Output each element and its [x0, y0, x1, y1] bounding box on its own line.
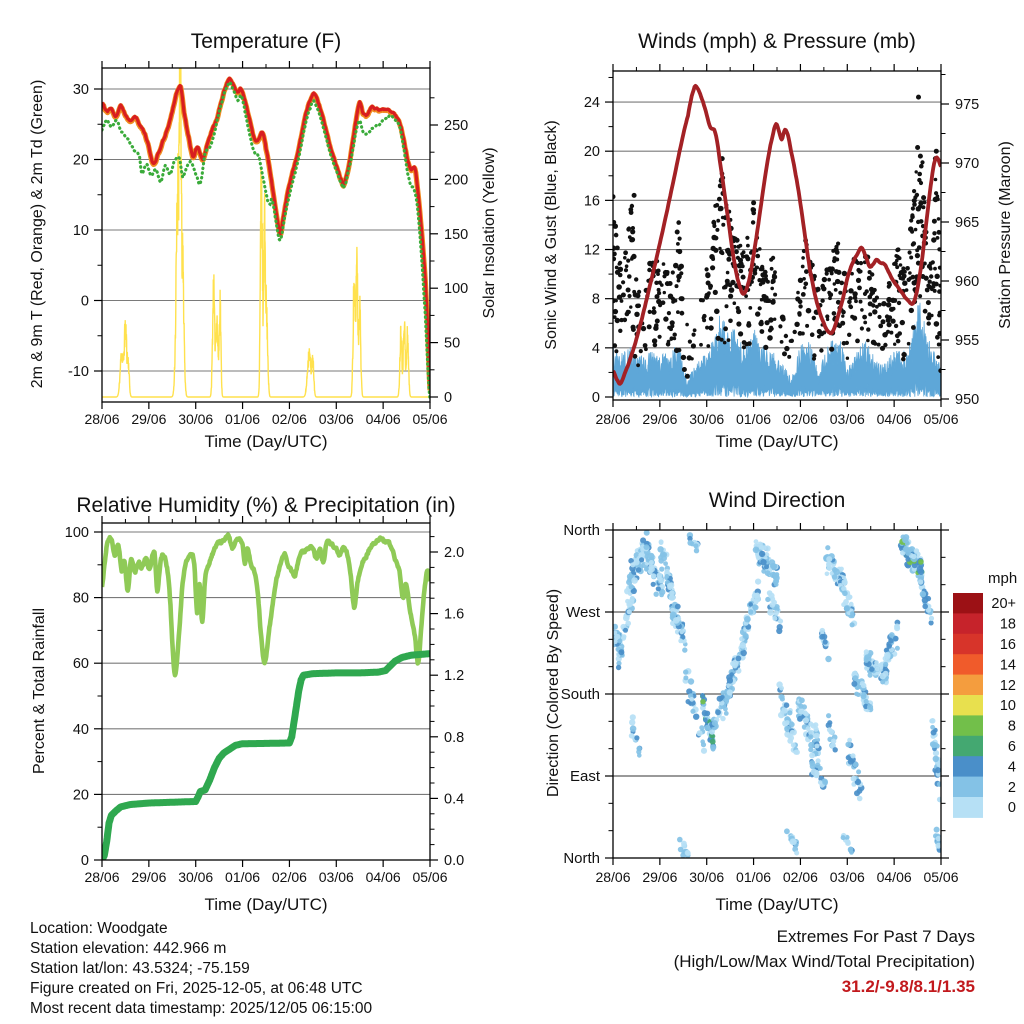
svg-text:16: 16	[583, 193, 600, 210]
figure-created-timestamp: Figure created on Fri, 2025-12-05, at 06:48 UTC	[30, 980, 363, 997]
svg-text:-10: -10	[68, 364, 89, 380]
svg-text:8: 8	[591, 291, 600, 308]
svg-text:04/06: 04/06	[876, 869, 912, 885]
svg-text:03/06: 03/06	[318, 411, 354, 427]
solar-insolation-series	[102, 0, 430, 397]
temperature-y-left-label: 2m & 9m T (Red, Orange) & 2m Td (Green)	[29, 79, 46, 389]
temperature-panel	[102, 0, 430, 399]
svg-text:10: 10	[72, 223, 89, 239]
svg-text:20: 20	[583, 144, 600, 161]
svg-text:North: North	[563, 850, 600, 867]
svg-text:1.6: 1.6	[444, 606, 465, 623]
svg-text:28/06: 28/06	[84, 411, 120, 427]
extremes-summary	[560, 924, 975, 999]
svg-text:04/06: 04/06	[365, 869, 401, 885]
svg-text:8: 8	[1007, 718, 1016, 735]
svg-text:0: 0	[591, 390, 600, 406]
colorbar-cell	[953, 715, 983, 736]
svg-text:01/06: 01/06	[225, 869, 261, 885]
x-tick-labels	[84, 411, 447, 427]
svg-text:01/06: 01/06	[736, 869, 772, 885]
svg-text:05/06: 05/06	[412, 869, 448, 885]
svg-text:05/06: 05/06	[923, 869, 959, 885]
svg-text:0: 0	[80, 293, 89, 310]
panel-title-winds: Winds (mph) & Pressure (mb)	[638, 30, 916, 53]
svg-text:6: 6	[1007, 739, 1016, 755]
svg-text:2: 2	[1007, 779, 1016, 796]
colorbar-cell	[953, 634, 983, 655]
svg-text:East: East	[569, 768, 600, 785]
station-info	[30, 919, 372, 1019]
humidity-y-left-label: Percent & Total Rainfall	[31, 608, 48, 775]
svg-text:03/06: 03/06	[829, 869, 865, 885]
svg-text:20: 20	[72, 152, 89, 169]
svg-text:12: 12	[999, 677, 1016, 694]
temperature-9m-series	[102, 79, 430, 390]
svg-text:04/06: 04/06	[365, 411, 401, 427]
svg-text:10: 10	[999, 698, 1016, 715]
svg-text:950: 950	[955, 392, 980, 408]
x-tick-labels	[595, 411, 958, 427]
svg-text:29/06: 29/06	[131, 869, 167, 885]
relative-humidity-series	[102, 535, 430, 676]
svg-text:100: 100	[444, 281, 469, 298]
svg-text:100: 100	[64, 525, 89, 541]
svg-text:24: 24	[583, 95, 600, 112]
svg-text:16: 16	[999, 637, 1016, 653]
temperature-x-label: Time (Day/UTC)	[204, 432, 328, 451]
svg-text:28/06: 28/06	[84, 869, 120, 885]
svg-text:West: West	[566, 604, 600, 621]
extremes-subtitle: (High/Low/Max Wind/Total Precipitation)	[673, 952, 975, 971]
svg-text:20: 20	[72, 787, 89, 804]
svg-text:04/06: 04/06	[876, 411, 912, 427]
svg-text:40: 40	[72, 721, 89, 738]
svg-text:20+: 20+	[991, 596, 1016, 613]
svg-text:14: 14	[999, 657, 1016, 674]
panel-title-wind-direction: Wind Direction	[708, 489, 846, 512]
svg-text:30: 30	[72, 82, 89, 98]
svg-text:0: 0	[80, 853, 89, 869]
svg-text:4: 4	[1007, 759, 1016, 776]
svg-text:01/06: 01/06	[736, 411, 772, 427]
winds-panel	[611, 86, 944, 397]
svg-text:18: 18	[999, 616, 1016, 633]
recent-data-timestamp: Most recent data timestamp: 2025/12/05 06:15:00	[30, 1000, 373, 1017]
svg-text:4: 4	[591, 340, 600, 357]
svg-text:970: 970	[955, 156, 980, 172]
svg-text:200: 200	[444, 172, 469, 189]
svg-text:02/06: 02/06	[782, 411, 818, 427]
svg-text:05/06: 05/06	[412, 411, 448, 427]
total-rainfall-series	[102, 654, 430, 860]
panel-title-humidity: Relative Humidity (%) & Precipitation (in)	[76, 494, 456, 517]
svg-text:28/06: 28/06	[595, 869, 631, 885]
temperature-y-right-label: Solar Insolation (Yellow)	[481, 147, 498, 319]
svg-text:30/06: 30/06	[178, 411, 214, 427]
svg-text:0: 0	[444, 390, 453, 406]
wind-direction-y-left-label: Direction (Colored By Speed)	[545, 588, 562, 798]
x-tick-labels	[84, 869, 447, 885]
svg-text:29/06: 29/06	[642, 411, 678, 427]
svg-text:965: 965	[955, 215, 980, 231]
extremes-title: Extremes For Past 7 Days	[776, 927, 975, 946]
svg-text:960: 960	[955, 274, 980, 290]
svg-text:28/06: 28/06	[595, 411, 631, 427]
winds-x-label: Time (Day/UTC)	[715, 432, 839, 451]
colorbar-cell	[953, 756, 983, 777]
colorbar-cell	[953, 797, 983, 818]
svg-text:02/06: 02/06	[782, 869, 818, 885]
svg-text:50: 50	[444, 335, 461, 352]
svg-text:North: North	[563, 522, 600, 539]
svg-text:02/06: 02/06	[271, 869, 307, 885]
svg-text:60: 60	[72, 656, 89, 673]
colorbar-cell	[953, 777, 983, 798]
dewpoint-2m-series	[102, 82, 430, 399]
colorbar-cell	[953, 675, 983, 696]
svg-text:30/06: 30/06	[689, 869, 725, 885]
station-location: Location: Woodgate	[30, 920, 168, 937]
station-latlon: Station lat/lon: 43.5324; -75.159	[30, 960, 250, 977]
svg-text:South: South	[560, 686, 600, 703]
svg-text:250: 250	[444, 118, 469, 134]
colorbar-cell	[953, 695, 983, 716]
svg-text:0.8: 0.8	[444, 729, 465, 746]
svg-text:30/06: 30/06	[178, 869, 214, 885]
svg-text:150: 150	[444, 226, 469, 243]
svg-text:02/06: 02/06	[271, 411, 307, 427]
humidity-panel	[102, 532, 430, 860]
svg-text:29/06: 29/06	[642, 869, 678, 885]
svg-text:0: 0	[1007, 800, 1016, 817]
colorbar-cell	[953, 654, 983, 675]
winds-y-left-label: Sonic Wind & Gust (Blue, Black)	[543, 120, 560, 350]
speed-colorbar	[953, 593, 1016, 818]
panel-title-temperature: Temperature (F)	[190, 30, 342, 53]
svg-text:03/06: 03/06	[829, 411, 865, 427]
legend-mph-label: mph	[988, 570, 1018, 587]
pressure-series	[613, 86, 941, 384]
x-tick-labels	[595, 869, 958, 885]
svg-text:1.2: 1.2	[444, 668, 465, 685]
svg-text:03/06: 03/06	[318, 869, 354, 885]
winds-y-right-label: Station Pressure (Maroon)	[997, 141, 1014, 329]
humidity-x-label: Time (Day/UTC)	[204, 895, 328, 914]
wind-direction-panel	[611, 530, 942, 858]
svg-text:12: 12	[583, 242, 600, 259]
svg-text:955: 955	[955, 333, 980, 349]
svg-text:30/06: 30/06	[689, 411, 725, 427]
station-elevation: Station elevation: 442.966 m	[30, 940, 227, 957]
colorbar-cell	[953, 613, 983, 634]
svg-text:05/06: 05/06	[923, 411, 959, 427]
colorbar-cell	[953, 736, 983, 757]
svg-text:0.4: 0.4	[444, 791, 465, 808]
svg-text:2.0: 2.0	[444, 545, 465, 561]
svg-text:01/06: 01/06	[225, 411, 261, 427]
colorbar-cell	[953, 593, 983, 614]
extremes-values: 31.2/-9.8/8.1/1.35	[841, 977, 975, 996]
svg-text:0.0: 0.0	[444, 853, 465, 869]
svg-text:975: 975	[955, 97, 980, 113]
wind-direction-x-label: Time (Day/UTC)	[715, 895, 839, 914]
svg-text:80: 80	[72, 590, 89, 607]
svg-text:29/06: 29/06	[131, 411, 167, 427]
